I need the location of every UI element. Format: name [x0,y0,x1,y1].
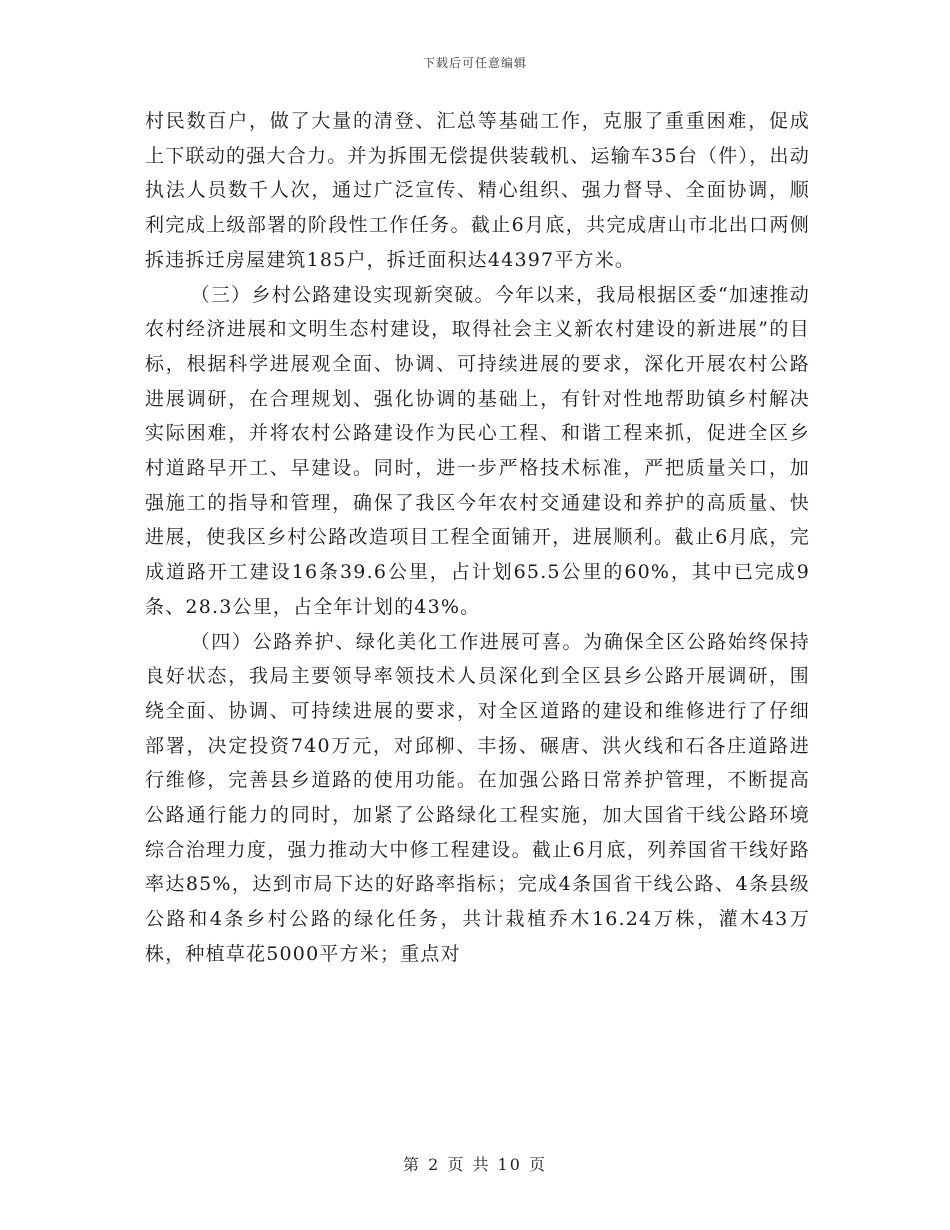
paragraph-section-three: （三）乡村公路建设实现新突破。今年以来，我局根据区委“加速推动农村经济进展和文明生态村建设，取得社会主义新农村建设的新进展”的目标，根据科学进展观全面、协调、可持续进展的要求，深化开展农村公路进展调研，在合理规划、强化协调的基础上，有针对性地帮助镇乡村解决实际困难，并将农村公路建设作为民心工程、和谐工程来抓，促进全区乡村道路早开工、早建设。同时，进一步严格技术标准，严把质量关口，加强施工的指导和管理，确保了我区今年农村交通建设和养护的高质量、快进展，使我区乡村公路改造项目工程全面铺开，进展顺利。截止6月底，完成道路开工建设16条39.6公里，占计划65.5公里的60%，其中已完成9条、28.3公里，占全年计划的43%。 [145,283,810,618]
paragraph-continuation: 村民数百户，做了大量的清登、汇总等基础工作，克服了重重困难，促成上下联动的强大合力。并为拆围无偿提供装载机、运输车35台（件），出动执法人员数千人次，通过广泛宣传、精心组织、强力督导、全面协调，顺利完成上级部署的阶段性工作任务。截止6月底，共完成唐山市北出口两侧拆违拆迁房屋建筑185户，拆迁面积达44397平方米。 [145,110,810,271]
page-footer-page-number: 第 2 页 共 10 页 [403,1155,547,1174]
document-body [145,104,810,972]
page-header: 下载后可任意编辑 [422,56,527,70]
paragraph-section-four: （四）公路养护、绿化美化工作进展可喜。为确保全区公路始终保持良好状态，我局主要领导率领技术人员深化到全区县乡公路开展调研，围绕全面、协调、可持续进展的要求，对全区道路的建设和维修进行了仔细部署，决定投资740万元，对邱柳、丰扬、碾唐、洪火线和石各庄道路进行维修，完善县乡道路的使用功能。在加强公路日常养护管理，不断提高公路通行能力的同时，加紧了公路绿化工程实施，加大国省干线公路环境综合治理力度，强力推动大中修工程建设。截止6月底，列养国省干线好路率达85%，达到市局下达的好路率指标；完成4条国省干线公路、4条县级公路和4条乡村公路的绿化任务，共计栽植乔木16.24万株，灌木43万株，种植草花5000平方米；重点对 [145,630,810,965]
